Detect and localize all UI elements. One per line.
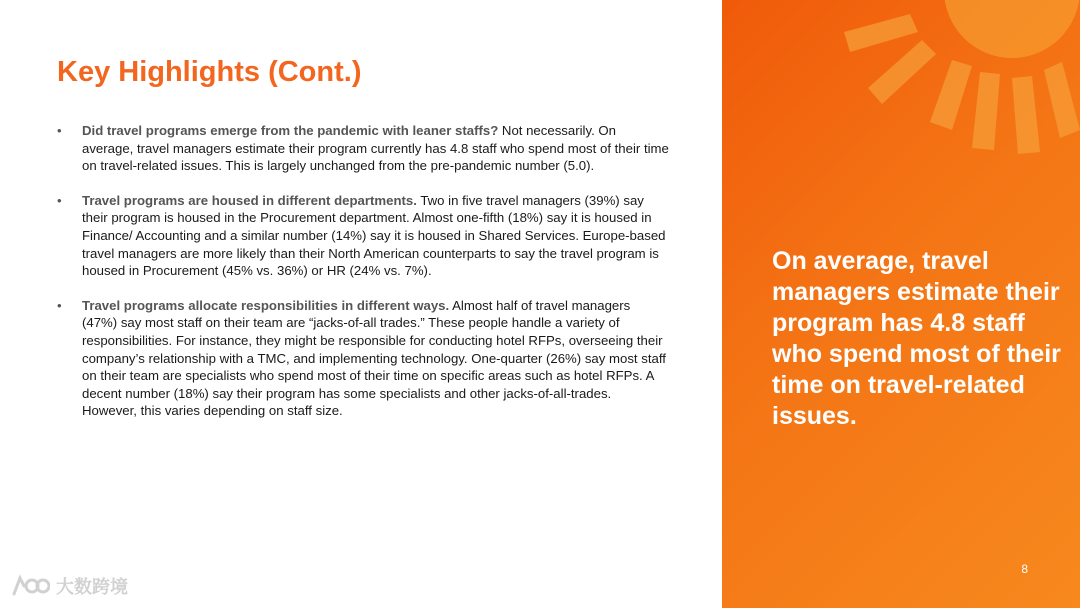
bullet-body-text: Not necessarily. On average, travel managers estimate their program currently has 4.8 staff who spend most of their time on travel-related issues. This is largely unchanged from the pre-pandemic number (5.0).	[82, 123, 669, 174]
watermark-text: 大数跨境	[56, 577, 128, 597]
bullet-marker: •	[57, 297, 62, 313]
bullet-item	[57, 192, 669, 280]
pull-quote: On average, travel managers estimate their program has 4.8 staff who spend most of their time on travel-related issues.	[772, 247, 1061, 430]
bullet-marker: •	[57, 192, 62, 208]
bullet-lead-text: Travel programs allocate responsibilities in different ways.	[82, 297, 450, 313]
sunburst-decoration-icon	[722, 0, 1080, 200]
orange-side-panel	[722, 0, 1080, 608]
bullet-body-text: Almost half of travel managers (47%) say most staff on their team are “jacks-of-all trades.” These people handle a variety of responsibilities. For instance, they might be responsible for conducting hotel RFPs, overseeing their company’s relationship with a TMC, and implementing technology. One-quarter (26%) say most staff on their team are specialists who spend most of their time on specific areas such as hotel RFPs. A decent number (18%) say their program has some specialists and other jacks-of-all-trades. However, this varies depending on staff size.	[82, 297, 666, 419]
bullet-body-text: Two in five travel managers (39%) say their program is housed in the Procurement department. Almost one-fifth (18%) say it is housed in Finance/ Accounting and a similar number (14%) say it is housed in Shared Services. Europe-based travel managers are more likely than their North American counterparts to say the travel program is housed in Procurement (45% vs. 36%) or HR (24% vs. 7%).	[82, 192, 666, 279]
bullet-item	[57, 122, 669, 175]
page-number: 8	[1021, 562, 1028, 576]
bullet-item	[57, 297, 669, 420]
bullet-lead-text: Did travel programs emerge from the pandemic with leaner staffs?	[82, 123, 499, 138]
watermark	[10, 573, 128, 599]
bullet-list	[57, 122, 669, 437]
bullet-lead-text: Travel programs are housed in different departments.	[82, 192, 417, 208]
slide-title: Key Highlights (Cont.)	[57, 56, 362, 88]
watermark-logo-icon	[10, 574, 50, 598]
bullet-marker: •	[57, 123, 62, 138]
